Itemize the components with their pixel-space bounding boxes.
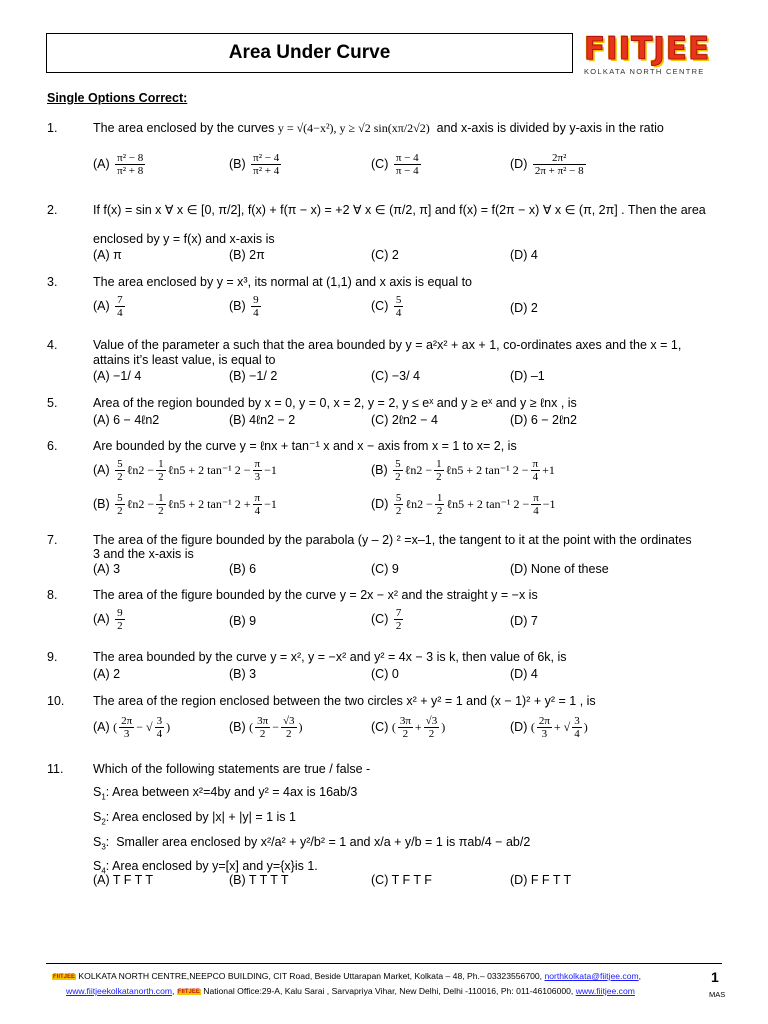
option-a[interactable]: (A) $\frac{5}{2}$ ℓn2 − $\frac{1}{2}$ ℓn5 + 2 tan⁻¹ 2 − $\frac{\pi}{3}$ −1: [93, 458, 277, 483]
option-b[interactable]: (B) ( $\frac{3\pi}{2}$ − $\frac{√3}{2}$ ): [229, 715, 303, 740]
option-b[interactable]: (B) 2π: [229, 248, 265, 262]
option-b[interactable]: (B) 9: [229, 614, 257, 628]
option-d[interactable]: (D) –1: [510, 369, 545, 383]
question-text: The area enclosed by the curves y = √(4−x²), y ≥ √2 sin(xπ/2√2) and x-axis is divided by y-axis in the ratio: [93, 121, 664, 135]
question-number: 11.: [47, 762, 64, 776]
option-a[interactable]: (A) $\frac{7}{4}$: [93, 294, 123, 319]
question-text: The area enclosed by y = x³, its normal at (1,1) and x axis is equal to: [93, 275, 473, 289]
option-c[interactable]: (C) 9: [371, 562, 399, 576]
page-title: Area Under Curve: [228, 42, 391, 63]
question-number: 5.: [47, 396, 58, 410]
question-text: Are bounded by the curve y = ℓnx + tan⁻¹ x and x − axis from x = 1 to x= 2, is: [93, 439, 517, 453]
option-d[interactable]: (D) F F T T: [510, 873, 572, 887]
option-a[interactable]: (A) $\frac{\text{π² − 8}}{\text{π² + 8}}$: [93, 152, 144, 177]
option-c[interactable]: (C) $\frac{7}{2}$: [371, 607, 402, 632]
option-b[interactable]: (B) T T T T: [229, 873, 289, 887]
footer-address: KOLKATA NORTH CENTRE,NEEPCO BUILDING, CIT Road, Beside Uttarapan Market, Kolkata – 48, Ph.– 03323556700,: [78, 971, 543, 981]
option-d[interactable]: (D) 4: [510, 248, 538, 262]
option-c[interactable]: (C) ( $\frac{3\pi}{2}$ + $\frac{√3}{2}$ ): [371, 715, 446, 740]
question-number: 9.: [47, 650, 58, 664]
option-d[interactable]: (D) 6 − 2ℓn2: [510, 413, 577, 427]
option-c[interactable]: (C) 0: [371, 667, 399, 681]
fiitjee-mini-logo-icon: FIITJEE: [53, 973, 76, 980]
question-text-cont: attains it’s least value, is equal to: [93, 353, 276, 367]
option-d[interactable]: (D) $\frac{\text{2π²}}{\text{2π + π² − 8}}$: [510, 152, 584, 177]
statement-s4: $S_4$: Area enclosed by y=[x] and y={x}is 1.: [93, 859, 318, 876]
page-number: 1: [711, 969, 719, 985]
website-link[interactable]: www.fiitjee.com: [575, 986, 635, 996]
option-b[interactable]: (B) $\frac{9}{4}$: [229, 294, 259, 319]
logo-wordmark: FIITJEE: [584, 31, 711, 67]
question-text: The area of the region enclosed between the two circles x² + y² = 1 and (x − 1)² + y² = 1 , is: [93, 694, 596, 708]
question-text: Which of the following statements are true / false -: [93, 762, 371, 776]
option-a[interactable]: (A) −1/ 4: [93, 369, 142, 383]
option-a[interactable]: (A) ( $\frac{2\pi}{3}$ − √ $\frac{3}{4}$ ): [93, 715, 171, 740]
question-text: The area of the figure bounded by the curve y = 2x − x² and the straight y = −x is: [93, 588, 538, 602]
option-b[interactable]: (B) 6: [229, 562, 257, 576]
website-link[interactable]: www.fiitjeekolkatanorth.com: [66, 986, 173, 996]
question-number: 4.: [47, 338, 58, 352]
option-b[interactable]: (B) $\frac{\text{π² − 4}}{\text{π² + 4}}$: [229, 152, 280, 177]
math-expression: y = √(4−x²), y ≥ √2 sin(xπ/2√2): [277, 121, 430, 135]
option-c[interactable]: (B) $\frac{5}{2}$ ℓn2 − $\frac{1}{2}$ ℓn5 + 2 tan⁻¹ 2 + $\frac{\pi}{4}$ −1: [93, 492, 277, 517]
option-c[interactable]: (C) −3/ 4: [371, 369, 420, 383]
footer-line-1: FIITJEE KOLKATA NORTH CENTRE,NEEPCO BUILDING, CIT Road, Beside Uttarapan Market, Kolkata – 48, Ph.– 03323556700, northkolkata@fiitjee.com,: [53, 971, 642, 981]
option-a[interactable]: (A) 3: [93, 562, 121, 576]
logo-subtitle: KOLKATA NORTH CENTRE: [584, 67, 705, 76]
fiitjee-mini-logo-icon: FIITJEE: [177, 988, 200, 995]
option-a[interactable]: (A) T F T T: [93, 873, 153, 887]
statement-s1: $S_1$: Area between x²=4by and y² = 4ax is 16ab/3: [93, 785, 358, 802]
statement-s3: $S_3$: Smaller area enclosed by x²/a² + y²/b² = 1 and x/a + y/b = 1 is πab/4 − ab/2: [93, 835, 531, 852]
option-a[interactable]: (A) π: [93, 248, 122, 262]
question-number: 1.: [47, 121, 58, 135]
title-box: [46, 33, 573, 73]
option-c[interactable]: (C) 2ℓn2 − 4: [371, 413, 438, 427]
footer-national-office: National Office:29-A, Kalu Sarai , Sarvapriya Vihar, New Delhi, Delhi -110016, Ph: 011-46106000,: [203, 986, 574, 996]
option-c[interactable]: (C) $\frac{\pi - 4}{\pi - 4}$: [371, 152, 419, 177]
question-number: 10.: [47, 694, 65, 708]
footer-divider: [46, 963, 722, 964]
statement-text: Area enclosed by |x| + |y| = 1 is 1: [112, 810, 296, 824]
statement-text: Area between x²=4by and y² = 4ax is 16ab/3: [112, 785, 358, 799]
question-text: If f(x) = sin x ∀ x ∈ [0, π/2], f(x) + f(π − x) = +2 ∀ x ∈ (π/2, π] and f(x) = f(2π − x) ∀ x ∈ (π, 2π] . Then the area: [93, 203, 706, 217]
question-number: 3.: [47, 275, 58, 289]
email-link[interactable]: northkolkata@fiitjee.com: [544, 971, 639, 981]
option-b[interactable]: (B) −1/ 2: [229, 369, 278, 383]
question-text: Value of the parameter a such that the area bounded by y = a²x² + ax + 1, co-ordinates axes and the x = 1,: [93, 338, 682, 352]
question-text-cont: enclosed by y = f(x) and x-axis is: [93, 232, 275, 246]
question-text-cont: 3 and the x-axis is: [93, 547, 194, 561]
footer-line-2: www.fiitjeekolkatanorth.com, FIITJEE National Office:29-A, Kalu Sarai , Sarvapriya Vihar, New Delhi, Delhi -110016, Ph: 011-46106000, www.fiitjee.com: [66, 986, 635, 996]
question-text: The area bounded by the curve y = x², y = −x² and y² = 4x − 3 is k, then value of 6k, is: [93, 650, 567, 664]
option-d[interactable]: (D) 4: [510, 667, 538, 681]
question-number: 8.: [47, 588, 58, 602]
section-heading: Single Options Correct:: [47, 91, 188, 105]
question-number: 2.: [47, 203, 58, 217]
option-d[interactable]: (D) ( $\frac{2\pi}{3}$ + √ $\frac{3}{4}$ ): [510, 715, 588, 740]
question-number: 6.: [47, 439, 58, 453]
option-a[interactable]: (A) 6 − 4ℓn2: [93, 413, 160, 427]
option-c[interactable]: (C) 2: [371, 248, 399, 262]
statement-text: Smaller area enclosed by x²/a² + y²/b² = 1 and x/a + y/b = 1 is πab/4 − ab/2: [116, 835, 531, 849]
option-b[interactable]: (B) 4ℓn2 − 2: [229, 413, 296, 427]
option-c[interactable]: (C) T F T F: [371, 873, 432, 887]
option-d[interactable]: (D) 2: [510, 301, 538, 315]
option-d[interactable]: (D) $\frac{5}{2}$ ℓn2 − $\frac{1}{2}$ ℓn5 + 2 tan⁻¹ 2 − $\frac{\pi}{4}$ −1: [371, 492, 556, 517]
question-text: The area of the figure bounded by the parabola (y – 2) ² =x–1, the tangent to it at the point with the ordinates: [93, 533, 692, 547]
page-code: MAS: [709, 990, 726, 999]
statement-s2: $S_2$: Area enclosed by |x| + |y| = 1 is 1: [93, 810, 296, 827]
question-number: 7.: [47, 533, 58, 547]
option-d[interactable]: (D) None of these: [510, 562, 609, 576]
option-a[interactable]: (A) $\frac{9}{2}$: [93, 607, 123, 632]
option-b[interactable]: (B) 3: [229, 667, 257, 681]
question-text: Area of the region bounded by x = 0, y = 0, x = 2, y = 2, y ≤ eˣ and y ≥ eˣ and y ≥ ℓnx , is: [93, 396, 577, 410]
fiitjee-logo: [584, 33, 726, 78]
option-b[interactable]: (B) $\frac{5}{2}$ ℓn2 − $\frac{1}{2}$ ℓn5 + 2 tan⁻¹ 2 − $\frac{\pi}{4}$ +1: [371, 458, 555, 483]
option-c[interactable]: (C) $\frac{5}{4}$: [371, 294, 402, 319]
option-a[interactable]: (A) 2: [93, 667, 121, 681]
option-d[interactable]: (D) 7: [510, 614, 538, 628]
statement-text: Area enclosed by y=[x] and y={x}is 1.: [112, 859, 318, 873]
